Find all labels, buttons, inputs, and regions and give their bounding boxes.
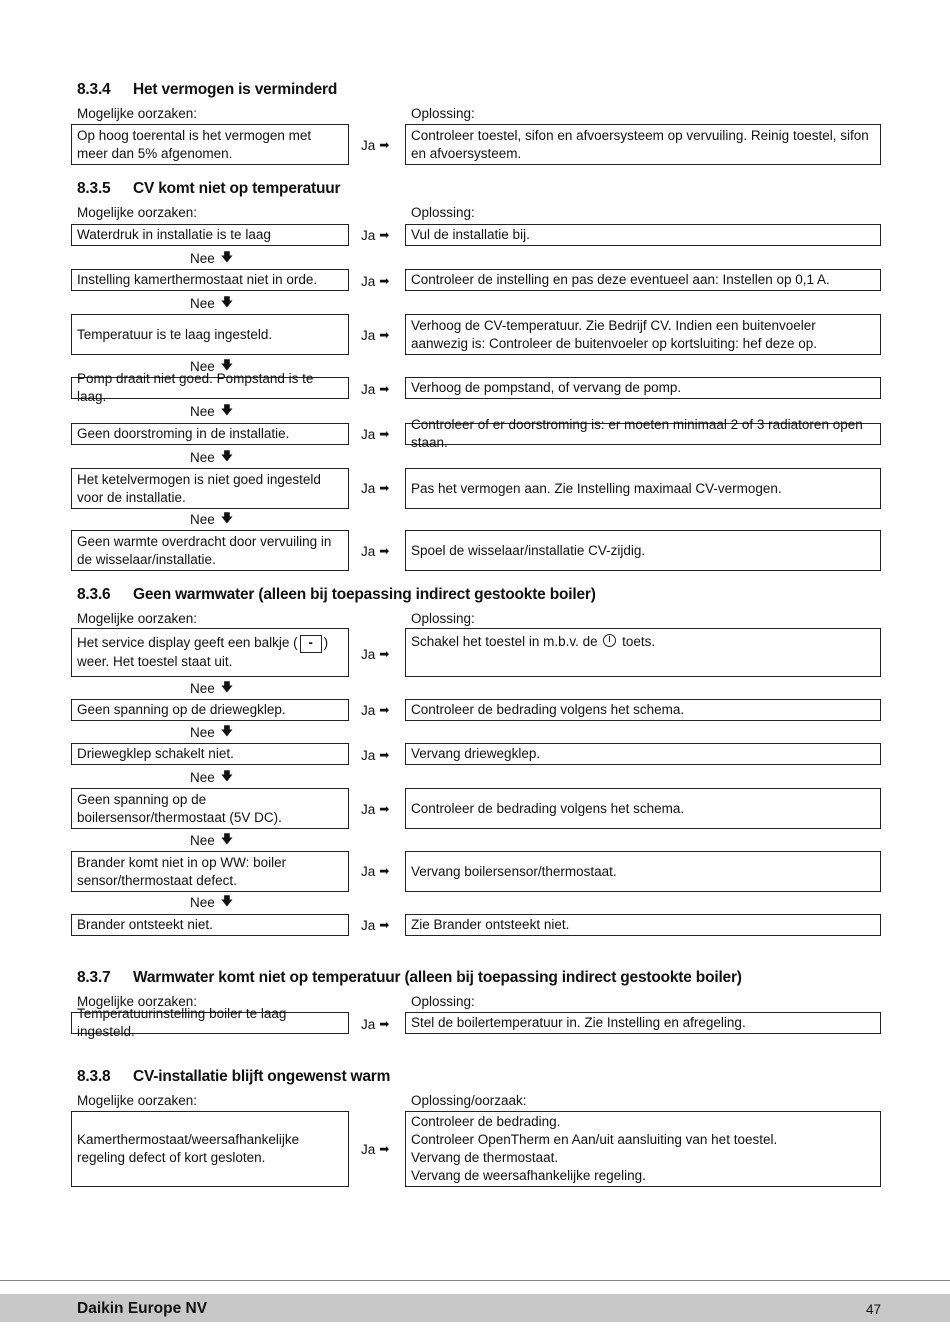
solution-box: Schakel het toestel in m.b.v. de toets.: [405, 628, 881, 677]
cause-box: Pomp draait niet goed. Pompstand is te laag.: [71, 377, 349, 399]
solution-box: Vervang driewegklep.: [405, 743, 881, 765]
no-arrow: Nee 🡇: [190, 893, 233, 911]
no-arrow: Nee 🡇: [190, 402, 233, 420]
arrow-down-icon: 🡇: [220, 768, 234, 783]
cause-box: Temperatuur is te laag ingesteld.: [71, 314, 349, 355]
no-arrow: Nee 🡇: [190, 294, 233, 312]
solution-label: Oplossing/oorzaak:: [411, 1093, 527, 1108]
yes-arrow: Ja ➡: [361, 801, 390, 817]
no-arrow: Nee 🡇: [190, 768, 233, 786]
cause-box: Brander komt niet in op WW: boiler sensor/thermostaat defect.: [71, 851, 349, 892]
arrow-right-icon: ➡: [379, 864, 390, 878]
footer-company: Daikin Europe NV: [77, 1300, 208, 1317]
yes-arrow: Ja ➡: [361, 702, 390, 718]
arrow-right-icon: ➡: [379, 918, 390, 932]
arrow-right-icon: ➡: [379, 544, 390, 558]
arrow-right-icon: ➡: [379, 647, 390, 661]
arrow-right-icon: ➡: [379, 382, 390, 396]
yes-arrow: Ja ➡: [361, 381, 390, 397]
solution-label: Oplossing:: [411, 994, 475, 1009]
solution-box: Zie Brander ontsteekt niet.: [405, 914, 881, 936]
causes-label: Mogelijke oorzaken:: [77, 611, 198, 626]
solution-box: Spoel de wisselaar/installatie CV-zijdig.: [405, 530, 881, 571]
cause-box: Kamerthermostaat/weersafhankelijke regeling defect of kort gesloten.: [71, 1111, 349, 1187]
causes-label: Mogelijke oorzaken:: [77, 106, 198, 121]
no-arrow: Nee 🡇: [190, 448, 233, 466]
cause-box: Driewegklep schakelt niet.: [71, 743, 349, 765]
cause-box: Het ketelvermogen is niet goed ingesteld voor de installatie.: [71, 468, 349, 509]
no-arrow: Nee 🡇: [190, 723, 233, 741]
solution-box: Pas het vermogen aan. Zie Instelling maximaal CV-vermogen.: [405, 468, 881, 509]
arrow-right-icon: ➡: [379, 138, 390, 152]
arrow-down-icon: 🡇: [220, 893, 234, 908]
yes-arrow: Ja ➡: [361, 543, 390, 559]
solution-box: Stel de boilertemperatuur in. Zie Instelling en afregeling.: [405, 1012, 881, 1034]
cause-box: Geen spanning op de boilersensor/thermostaat (5V DC).: [71, 788, 349, 829]
arrow-down-icon: 🡇: [220, 723, 234, 738]
solution-box: Controleer de bedrading volgens het schema.: [405, 788, 881, 829]
arrow-right-icon: ➡: [379, 481, 390, 495]
causes-label: Mogelijke oorzaken:: [77, 994, 198, 1009]
arrow-down-icon: 🡇: [220, 510, 234, 525]
solution-box: Verhoog de pompstand, of vervang de pomp.: [405, 377, 881, 399]
section-title-8-3-6: 8.3.6 Geen warmwater (alleen bij toepassing indirect gestookte boiler): [77, 586, 596, 603]
cause-box: Geen doorstroming in de installatie.: [71, 423, 349, 445]
arrow-down-icon: 🡇: [220, 402, 234, 417]
arrow-right-icon: ➡: [379, 703, 390, 717]
cause-box: Instelling kamerthermostaat niet in orde.: [71, 269, 349, 291]
yes-arrow: Ja ➡: [361, 480, 390, 496]
solution-box: Controleer of er doorstroming is: er moeten minimaal 2 of 3 radiatoren open staan.: [405, 423, 881, 445]
no-arrow: Nee 🡇: [190, 679, 233, 697]
yes-arrow: Ja ➡: [361, 273, 390, 289]
no-arrow: Nee 🡇: [190, 249, 233, 267]
yes-arrow: Ja ➡: [361, 747, 390, 763]
arrow-right-icon: ➡: [379, 1017, 390, 1031]
solution-label: Oplossing:: [411, 611, 475, 626]
power-icon: [603, 634, 616, 647]
solution-label: Oplossing:: [411, 106, 475, 121]
solution-box: Controleer de bedrading. Controleer OpenTherm en Aan/uit aansluiting van het toestel. Vervang de thermostaat. Vervang de weersafhankelijke regeling.: [405, 1111, 881, 1187]
arrow-right-icon: ➡: [379, 228, 390, 242]
solution-box: Controleer de instelling en pas deze eventueel aan: Instellen op 0,1 A.: [405, 269, 881, 291]
yes-arrow: Ja ➡: [361, 1141, 390, 1157]
solution-box: Verhoog de CV-temperatuur. Zie Bedrijf CV. Indien een buitenvoeler aanwezig is: Controleer de buitenvoeler op kortsluiting: hef deze op.: [405, 314, 881, 355]
section-title-8-3-8: 8.3.8 CV-installatie blijft ongewenst warm: [77, 1068, 391, 1085]
no-arrow: Nee 🡇: [190, 831, 233, 849]
cause-box: Brander ontsteekt niet.: [71, 914, 349, 936]
arrow-down-icon: 🡇: [220, 357, 234, 372]
arrow-down-icon: 🡇: [220, 448, 234, 463]
arrow-down-icon: 🡇: [220, 679, 234, 694]
section-title-8-3-7: 8.3.7 Warmwater komt niet op temperatuur (alleen bij toepassing indirect gestookte boiler): [77, 969, 742, 986]
section-title-8-3-5: 8.3.5 CV komt niet op temperatuur: [77, 180, 341, 197]
no-arrow: Nee 🡇: [190, 357, 233, 375]
footer-divider: [0, 1280, 950, 1281]
yes-arrow: Ja ➡: [361, 327, 390, 343]
solution-box: Controleer de bedrading volgens het schema.: [405, 699, 881, 721]
arrow-down-icon: 🡇: [220, 294, 234, 309]
yes-arrow: Ja ➡: [361, 227, 390, 243]
solution-box: Vervang boilersensor/thermostaat.: [405, 851, 881, 892]
cause-box: Waterdruk in installatie is te laag: [71, 224, 349, 246]
arrow-right-icon: ➡: [379, 802, 390, 816]
yes-arrow: Ja ➡: [361, 646, 390, 662]
causes-label: Mogelijke oorzaken:: [77, 205, 198, 220]
arrow-right-icon: ➡: [379, 328, 390, 342]
yes-arrow: Ja ➡: [361, 1016, 390, 1032]
causes-label: Mogelijke oorzaken:: [77, 1093, 198, 1108]
no-arrow: Nee 🡇: [190, 510, 233, 528]
arrow-down-icon: 🡇: [220, 249, 234, 264]
yes-arrow: Ja ➡: [361, 863, 390, 879]
cause-box: Geen warmte overdracht door vervuiling in de wisselaar/installatie.: [71, 530, 349, 571]
solution-label: Oplossing:: [411, 205, 475, 220]
page-number: 47: [866, 1302, 882, 1317]
yes-arrow: Ja ➡: [361, 137, 390, 153]
cause-box: Temperatuurinstelling boiler te laag ingesteld.: [71, 1012, 349, 1034]
cause-box: Op hoog toerental is het vermogen met meer dan 5% afgenomen.: [71, 124, 349, 165]
solution-box: Controleer toestel, sifon en afvoersysteem op vervuiling. Reinig toestel, sifon en afvoersysteem.: [405, 124, 881, 165]
yes-arrow: Ja ➡: [361, 917, 390, 933]
arrow-right-icon: ➡: [379, 274, 390, 288]
yes-arrow: Ja ➡: [361, 426, 390, 442]
solution-box: Vul de installatie bij.: [405, 224, 881, 246]
dash-key-icon: -: [300, 635, 322, 653]
section-title-8-3-4: 8.3.4 Het vermogen is verminderd: [77, 81, 338, 98]
arrow-right-icon: ➡: [379, 1142, 390, 1156]
arrow-right-icon: ➡: [379, 427, 390, 441]
arrow-down-icon: 🡇: [220, 831, 234, 846]
cause-box: Het service display geeft een balkje ( - ) weer. Het toestel staat uit.: [71, 628, 349, 677]
cause-box: Geen spanning op de driewegklep.: [71, 699, 349, 721]
arrow-right-icon: ➡: [379, 748, 390, 762]
